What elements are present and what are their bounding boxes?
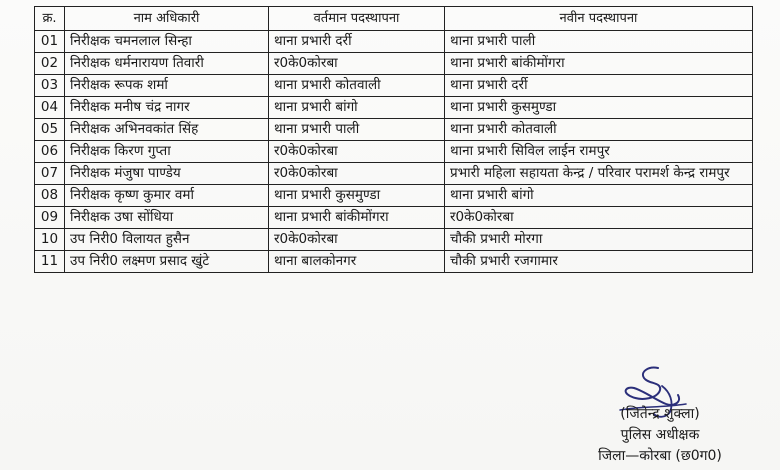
current-posting-cell: र0के0कोरबा [269,163,445,185]
officer-name-cell: निरीक्षक मनीष चंद्र नागर [65,97,269,119]
signatory-district: जिला—कोरबा (छ0ग0) [598,448,722,464]
table-row [35,75,753,97]
current-posting-cell: थाना प्रभारी पाली [269,119,445,141]
new-posting-cell: थाना प्रभारी दर्री [445,75,753,97]
current-posting-cell: र0के0कोरबा [269,141,445,163]
current-posting-cell: र0के0कोरबा [269,229,445,251]
table-row [35,119,753,141]
new-posting-cell: थाना प्रभारी कोतवाली [445,119,753,141]
new-posting-cell: चौकी प्रभारी मोरगा [445,229,753,251]
table-row [35,251,753,273]
signatory-name: (जितेन्द्र शुक्ला) [620,406,700,422]
new-posting-cell: थाना प्रभारी बांगो [445,185,753,207]
serial-cell: 02 [35,53,65,75]
signatory-designation: पुलिस अधीक्षक [620,427,700,443]
current-posting-cell: थाना बालकोनगर [269,251,445,273]
current-posting-cell: थाना प्रभारी बांकीमोंगरा [269,207,445,229]
header-new-posting: नवीन पदस्थापना [445,7,753,31]
header-serial: क्र. [35,7,65,31]
table-row [35,229,753,251]
serial-cell: 05 [35,119,65,141]
serial-cell: 09 [35,207,65,229]
table-row [35,185,753,207]
officer-name-cell: निरीक्षक धर्मनारायण तिवारी [65,53,269,75]
officer-name-cell: निरीक्षक कृष्ण कुमार वर्मा [65,185,269,207]
signature-block [560,404,760,467]
new-posting-cell: थाना प्रभारी पाली [445,31,753,53]
table-header-row [35,7,753,31]
current-posting-cell: थाना प्रभारी कुसमुण्डा [269,185,445,207]
officer-name-cell: उप निरी0 लक्ष्मण प्रसाद खुंटे [65,251,269,273]
officer-name-cell: निरीक्षक रूपक शर्मा [65,75,269,97]
serial-cell: 01 [35,31,65,53]
serial-cell: 08 [35,185,65,207]
officer-name-cell: निरीक्षक अभिनवकांत सिंह [65,119,269,141]
officer-name-cell: उप निरी0 विलायत हुसैन [65,229,269,251]
new-posting-cell: चौकी प्रभारी रजगामार [445,251,753,273]
new-posting-cell: थाना प्रभारी सिविल लाईन रामपुर [445,141,753,163]
new-posting-cell: थाना प्रभारी बांकीमोंगरा [445,53,753,75]
transfer-table [34,6,753,273]
serial-cell: 07 [35,163,65,185]
table-row [35,207,753,229]
current-posting-cell: थाना प्रभारी बांगो [269,97,445,119]
officer-name-cell: निरीक्षक उषा सोंधिया [65,207,269,229]
serial-cell: 11 [35,251,65,273]
table-row [35,163,753,185]
officer-name-cell: निरीक्षक मंजुषा पाण्डेय [65,163,269,185]
new-posting-cell: थाना प्रभारी कुसमुण्डा [445,97,753,119]
current-posting-cell: र0के0कोरबा [269,53,445,75]
serial-cell: 06 [35,141,65,163]
serial-cell: 03 [35,75,65,97]
table-row [35,53,753,75]
header-current-posting: वर्तमान पदस्थापना [269,7,445,31]
header-officer-name: नाम अधिकारी [65,7,269,31]
new-posting-cell: र0के0कोरबा [445,207,753,229]
table-row [35,31,753,53]
current-posting-cell: थाना प्रभारी दर्री [269,31,445,53]
current-posting-cell: थाना प्रभारी कोतवाली [269,75,445,97]
table-row [35,97,753,119]
officer-name-cell: निरीक्षक चमनलाल सिन्हा [65,31,269,53]
table-row [35,141,753,163]
officer-name-cell: निरीक्षक किरण गुप्ता [65,141,269,163]
serial-cell: 04 [35,97,65,119]
new-posting-cell: प्रभारी महिला सहायता केन्द्र / परिवार परामर्श केन्द्र रामपुर [445,163,753,185]
serial-cell: 10 [35,229,65,251]
